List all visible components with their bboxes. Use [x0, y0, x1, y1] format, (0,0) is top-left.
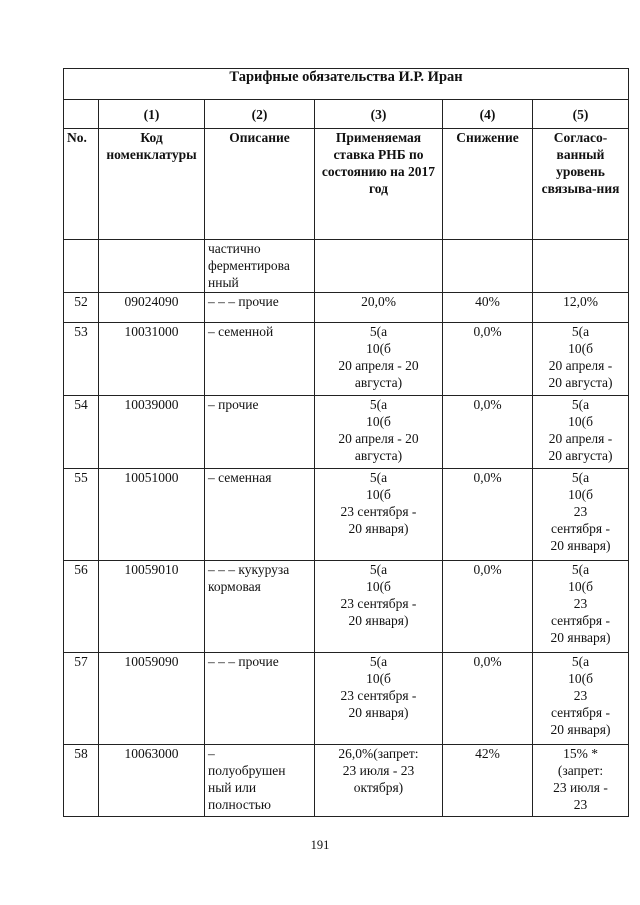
column-number: (1) [99, 100, 205, 129]
row-number-cell: 56 [64, 561, 99, 653]
table-body [64, 240, 629, 817]
reduction-cell: 0,0% [443, 653, 533, 745]
bound-level-cell: 5(а 10(б 23 сентября - 20 января) [533, 653, 629, 745]
bound-level-cell [533, 240, 629, 293]
table-title: Тарифные обязательства И.Р. Иран [64, 69, 629, 100]
reduction-cell: 0,0% [443, 396, 533, 469]
column-number: (3) [315, 100, 443, 129]
row-number-cell: 55 [64, 469, 99, 561]
column-number: (4) [443, 100, 533, 129]
column-number: (5) [533, 100, 629, 129]
table-row [64, 653, 629, 745]
page-number: 191 [310, 838, 330, 852]
row-number-cell: 57 [64, 653, 99, 745]
tariff-table [63, 68, 629, 817]
table-row [64, 293, 629, 323]
applied-rate-cell: 5(а 10(б 20 апреля - 20 августа) [315, 396, 443, 469]
description-cell: – – – прочие [205, 293, 315, 323]
hs-code-cell: 10051000 [99, 469, 205, 561]
reduction-cell: 40% [443, 293, 533, 323]
hs-code-cell: 10031000 [99, 323, 205, 396]
column-number-row [64, 100, 629, 129]
applied-rate-cell: 26,0%(запрет: 23 июля - 23 октября) [315, 745, 443, 817]
bound-level-cell: 5(а 10(б 23 сентября - 20 января) [533, 561, 629, 653]
table-row [64, 561, 629, 653]
row-number-cell: 52 [64, 293, 99, 323]
reduction-cell: 0,0% [443, 469, 533, 561]
row-number-cell: 54 [64, 396, 99, 469]
bound-level-cell: 5(а 10(б 20 апреля - 20 августа) [533, 396, 629, 469]
reduction-cell [443, 240, 533, 293]
applied-rate-cell: 5(а 10(б 20 апреля - 20 августа) [315, 323, 443, 396]
header-description: Описание [205, 129, 315, 240]
row-number-cell: 53 [64, 323, 99, 396]
column-number: (2) [205, 100, 315, 129]
reduction-cell: 42% [443, 745, 533, 817]
header-reduction: Снижение [443, 129, 533, 240]
table-row [64, 745, 629, 817]
description-cell: – семенная [205, 469, 315, 561]
applied-rate-cell: 5(а 10(б 23 сентября - 20 января) [315, 469, 443, 561]
title-row [64, 69, 629, 100]
column-number-blank [64, 100, 99, 129]
row-number-cell: 58 [64, 745, 99, 817]
applied-rate-cell: 5(а 10(б 23 сентября - 20 января) [315, 653, 443, 745]
applied-rate-cell: 5(а 10(б 23 сентября - 20 января) [315, 561, 443, 653]
bound-level-cell: 5(а 10(б 23 сентября - 20 января) [533, 469, 629, 561]
description-cell: – прочие [205, 396, 315, 469]
description-cell: – полуобрушен ный или полностью [205, 745, 315, 817]
header-bound-level: Согласо-ванный уровень связыва-ния [533, 129, 629, 240]
table-row [64, 396, 629, 469]
hs-code-cell: 10059010 [99, 561, 205, 653]
description-cell: – семенной [205, 323, 315, 396]
bound-level-cell: 5(а 10(б 20 апреля - 20 августа) [533, 323, 629, 396]
hs-code-cell: 10063000 [99, 745, 205, 817]
applied-rate-cell: 20,0% [315, 293, 443, 323]
row-number-cell [64, 240, 99, 293]
table-row [64, 469, 629, 561]
table-row [64, 240, 629, 293]
hs-code-cell [99, 240, 205, 293]
reduction-cell: 0,0% [443, 561, 533, 653]
header-applied-rate: Применяемая ставка РНБ по состоянию на 2017 год [315, 129, 443, 240]
bound-level-cell: 12,0% [533, 293, 629, 323]
table-row [64, 323, 629, 396]
hs-code-cell: 10039000 [99, 396, 205, 469]
applied-rate-cell [315, 240, 443, 293]
description-cell: – – – кукуруза кормовая [205, 561, 315, 653]
hs-code-cell: 10059090 [99, 653, 205, 745]
header-row [64, 129, 629, 240]
header-no: No. [64, 129, 99, 240]
description-cell: – – – прочие [205, 653, 315, 745]
bound-level-cell: 15% * (запрет: 23 июля - 23 [533, 745, 629, 817]
header-code: Код номенклатуры [99, 129, 205, 240]
reduction-cell: 0,0% [443, 323, 533, 396]
hs-code-cell: 09024090 [99, 293, 205, 323]
description-cell: частично ферментирова нный [205, 240, 315, 293]
